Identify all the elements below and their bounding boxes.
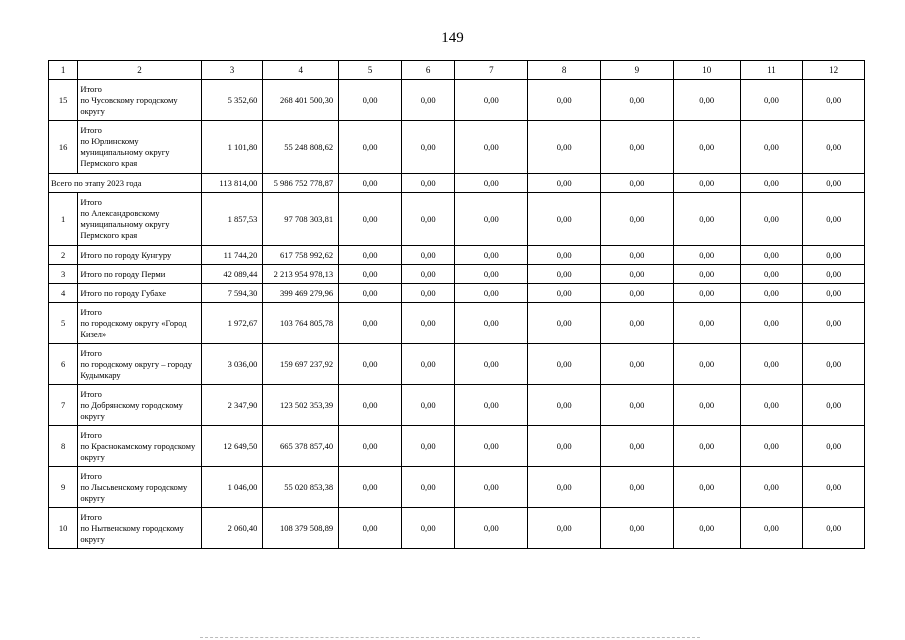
cost-value: 665 378 857,40 — [263, 426, 339, 467]
header-cell: 7 — [455, 61, 528, 80]
zero-value-cell: 0,00 — [803, 284, 865, 303]
zero-value-cell: 0,00 — [401, 265, 455, 284]
zero-value-cell: 0,00 — [601, 121, 674, 174]
zero-value-cell: 0,00 — [601, 467, 674, 508]
zero-value-cell: 0,00 — [528, 265, 601, 284]
header-cell: 10 — [673, 61, 740, 80]
row-number: 3 — [49, 265, 78, 284]
zero-value-cell: 0,00 — [740, 246, 803, 265]
zero-value-cell: 0,00 — [673, 80, 740, 121]
row-number: 16 — [49, 121, 78, 174]
cost-value: 5 986 752 778,87 — [263, 174, 339, 193]
zero-value-cell: 0,00 — [339, 265, 402, 284]
row-number: 7 — [49, 385, 78, 426]
zero-value-cell: 0,00 — [528, 467, 601, 508]
zero-value-cell: 0,00 — [803, 426, 865, 467]
municipality-name: Итого по городскому округу – городу Кудымкару — [78, 344, 201, 385]
area-value: 1 857,53 — [201, 193, 263, 246]
zero-value-cell: 0,00 — [339, 174, 402, 193]
cost-value: 617 758 992,62 — [263, 246, 339, 265]
municipality-name: Итого по Юрлинскому муниципальному округу Пермского края — [78, 121, 201, 174]
zero-value-cell: 0,00 — [601, 174, 674, 193]
zero-value-cell: 0,00 — [455, 193, 528, 246]
zero-value-cell: 0,00 — [803, 246, 865, 265]
zero-value-cell: 0,00 — [528, 426, 601, 467]
row-number: 5 — [49, 303, 78, 344]
zero-value-cell: 0,00 — [455, 344, 528, 385]
zero-value-cell: 0,00 — [528, 193, 601, 246]
row-number: 8 — [49, 426, 78, 467]
table-row — [49, 121, 865, 174]
zero-value-cell: 0,00 — [601, 246, 674, 265]
zero-value-cell: 0,00 — [455, 426, 528, 467]
zero-value-cell: 0,00 — [673, 344, 740, 385]
cost-value: 55 248 808,62 — [263, 121, 339, 174]
zero-value-cell: 0,00 — [740, 467, 803, 508]
cost-value: 97 708 303,81 — [263, 193, 339, 246]
zero-value-cell: 0,00 — [455, 174, 528, 193]
table-row — [49, 193, 865, 246]
area-value: 1 101,80 — [201, 121, 263, 174]
zero-value-cell: 0,00 — [455, 303, 528, 344]
zero-value-cell: 0,00 — [673, 508, 740, 549]
header-cell: 1 — [49, 61, 78, 80]
table-row — [49, 303, 865, 344]
cost-value: 108 379 508,89 — [263, 508, 339, 549]
zero-value-cell: 0,00 — [740, 508, 803, 549]
zero-value-cell: 0,00 — [401, 246, 455, 265]
area-value: 1 046,00 — [201, 467, 263, 508]
zero-value-cell: 0,00 — [401, 344, 455, 385]
zero-value-cell: 0,00 — [601, 284, 674, 303]
zero-value-cell: 0,00 — [803, 80, 865, 121]
area-value: 5 352,60 — [201, 80, 263, 121]
table-row — [49, 344, 865, 385]
area-value: 12 649,50 — [201, 426, 263, 467]
zero-value-cell: 0,00 — [339, 246, 402, 265]
zero-value-cell: 0,00 — [401, 121, 455, 174]
zero-value-cell: 0,00 — [601, 193, 674, 246]
cost-value: 268 401 500,30 — [263, 80, 339, 121]
zero-value-cell: 0,00 — [339, 508, 402, 549]
row-number: 2 — [49, 246, 78, 265]
zero-value-cell: 0,00 — [601, 426, 674, 467]
zero-value-cell: 0,00 — [740, 121, 803, 174]
cost-value: 159 697 237,92 — [263, 344, 339, 385]
zero-value-cell: 0,00 — [740, 193, 803, 246]
zero-value-cell: 0,00 — [601, 385, 674, 426]
zero-value-cell: 0,00 — [528, 246, 601, 265]
zero-value-cell: 0,00 — [803, 265, 865, 284]
zero-value-cell: 0,00 — [455, 284, 528, 303]
zero-value-cell: 0,00 — [673, 193, 740, 246]
zero-value-cell: 0,00 — [528, 80, 601, 121]
area-value: 2 060,40 — [201, 508, 263, 549]
header-cell: 4 — [263, 61, 339, 80]
zero-value-cell: 0,00 — [601, 265, 674, 284]
zero-value-cell: 0,00 — [455, 385, 528, 426]
zero-value-cell: 0,00 — [528, 385, 601, 426]
row-number: 9 — [49, 467, 78, 508]
zero-value-cell: 0,00 — [401, 467, 455, 508]
zero-value-cell: 0,00 — [339, 284, 402, 303]
row-number: 10 — [49, 508, 78, 549]
cost-value: 55 020 853,38 — [263, 467, 339, 508]
row-number: 1 — [49, 193, 78, 246]
cost-value: 2 213 954 978,13 — [263, 265, 339, 284]
header-cell: 11 — [740, 61, 803, 80]
zero-value-cell: 0,00 — [339, 303, 402, 344]
zero-value-cell: 0,00 — [673, 467, 740, 508]
zero-value-cell: 0,00 — [803, 344, 865, 385]
zero-value-cell: 0,00 — [401, 303, 455, 344]
header-cell: 5 — [339, 61, 402, 80]
cost-value: 399 469 279,96 — [263, 284, 339, 303]
stage-total-row — [49, 174, 865, 193]
header-cell: 6 — [401, 61, 455, 80]
municipality-name: Итого по городскому округу «Город Кизел» — [78, 303, 201, 344]
zero-value-cell: 0,00 — [740, 284, 803, 303]
area-value: 2 347,90 — [201, 385, 263, 426]
zero-value-cell: 0,00 — [455, 121, 528, 174]
header-cell: 3 — [201, 61, 263, 80]
zero-value-cell: 0,00 — [803, 121, 865, 174]
report-table — [48, 60, 865, 549]
table-row — [49, 246, 865, 265]
zero-value-cell: 0,00 — [528, 303, 601, 344]
municipality-name: Итого по городу Кунгуру — [78, 246, 201, 265]
zero-value-cell: 0,00 — [528, 174, 601, 193]
area-value: 11 744,20 — [201, 246, 263, 265]
zero-value-cell: 0,00 — [803, 508, 865, 549]
zero-value-cell: 0,00 — [673, 284, 740, 303]
row-number: 4 — [49, 284, 78, 303]
table-row — [49, 284, 865, 303]
row-number: 6 — [49, 344, 78, 385]
zero-value-cell: 0,00 — [339, 426, 402, 467]
zero-value-cell: 0,00 — [601, 344, 674, 385]
table-body — [49, 61, 865, 549]
zero-value-cell: 0,00 — [740, 344, 803, 385]
zero-value-cell: 0,00 — [339, 80, 402, 121]
zero-value-cell: 0,00 — [803, 385, 865, 426]
zero-value-cell: 0,00 — [401, 174, 455, 193]
zero-value-cell: 0,00 — [673, 121, 740, 174]
header-cell: 9 — [601, 61, 674, 80]
row-number: 15 — [49, 80, 78, 121]
column-number-header-row — [49, 61, 865, 80]
zero-value-cell: 0,00 — [740, 385, 803, 426]
header-cell: 8 — [528, 61, 601, 80]
area-value: 113 814,00 — [201, 174, 263, 193]
zero-value-cell: 0,00 — [803, 467, 865, 508]
zero-value-cell: 0,00 — [803, 303, 865, 344]
zero-value-cell: 0,00 — [673, 385, 740, 426]
zero-value-cell: 0,00 — [673, 174, 740, 193]
zero-value-cell: 0,00 — [528, 508, 601, 549]
zero-value-cell: 0,00 — [740, 303, 803, 344]
zero-value-cell: 0,00 — [339, 121, 402, 174]
header-cell: 2 — [78, 61, 201, 80]
zero-value-cell: 0,00 — [803, 193, 865, 246]
zero-value-cell: 0,00 — [339, 193, 402, 246]
table-row — [49, 508, 865, 549]
zero-value-cell: 0,00 — [455, 467, 528, 508]
zero-value-cell: 0,00 — [740, 80, 803, 121]
area-value: 3 036,00 — [201, 344, 263, 385]
zero-value-cell: 0,00 — [401, 193, 455, 246]
zero-value-cell: 0,00 — [339, 467, 402, 508]
table-row — [49, 265, 865, 284]
cost-value: 103 764 805,78 — [263, 303, 339, 344]
municipality-name: Итого по городу Губахе — [78, 284, 201, 303]
table-row — [49, 426, 865, 467]
municipality-name: Итого по Александровскому муниципальному округу Пермского края — [78, 193, 201, 246]
zero-value-cell: 0,00 — [740, 174, 803, 193]
area-value: 1 972,67 — [201, 303, 263, 344]
municipality-name: Итого по Лысьвенскому городскому округу — [78, 467, 201, 508]
zero-value-cell: 0,00 — [740, 426, 803, 467]
zero-value-cell: 0,00 — [455, 80, 528, 121]
table-row — [49, 467, 865, 508]
municipality-name: Итого по Чусовскому городскому округу — [78, 80, 201, 121]
zero-value-cell: 0,00 — [673, 303, 740, 344]
zero-value-cell: 0,00 — [401, 508, 455, 549]
area-value: 42 089,44 — [201, 265, 263, 284]
zero-value-cell: 0,00 — [601, 80, 674, 121]
area-value: 7 594,30 — [201, 284, 263, 303]
municipality-name: Итого по городу Перми — [78, 265, 201, 284]
header-cell: 12 — [803, 61, 865, 80]
zero-value-cell: 0,00 — [455, 508, 528, 549]
zero-value-cell: 0,00 — [528, 284, 601, 303]
zero-value-cell: 0,00 — [401, 80, 455, 121]
zero-value-cell: 0,00 — [339, 344, 402, 385]
zero-value-cell: 0,00 — [601, 508, 674, 549]
zero-value-cell: 0,00 — [455, 246, 528, 265]
zero-value-cell: 0,00 — [339, 385, 402, 426]
zero-value-cell: 0,00 — [401, 426, 455, 467]
cost-value: 123 502 353,39 — [263, 385, 339, 426]
zero-value-cell: 0,00 — [401, 284, 455, 303]
municipality-name: Итого по Краснокамскому городскому округу — [78, 426, 201, 467]
municipality-name: Итого по Нытвенскому городскому округу — [78, 508, 201, 549]
zero-value-cell: 0,00 — [673, 265, 740, 284]
stage-total-label: Всего по этапу 2023 года — [49, 174, 202, 193]
zero-value-cell: 0,00 — [601, 303, 674, 344]
zero-value-cell: 0,00 — [528, 344, 601, 385]
zero-value-cell: 0,00 — [673, 246, 740, 265]
zero-value-cell: 0,00 — [740, 265, 803, 284]
zero-value-cell: 0,00 — [528, 121, 601, 174]
zero-value-cell: 0,00 — [673, 426, 740, 467]
table-row — [49, 80, 865, 121]
municipality-name: Итого по Добрянскому городскому округу — [78, 385, 201, 426]
zero-value-cell: 0,00 — [455, 265, 528, 284]
zero-value-cell: 0,00 — [401, 385, 455, 426]
page-number: 149 — [441, 30, 464, 46]
table-row — [49, 385, 865, 426]
zero-value-cell: 0,00 — [803, 174, 865, 193]
